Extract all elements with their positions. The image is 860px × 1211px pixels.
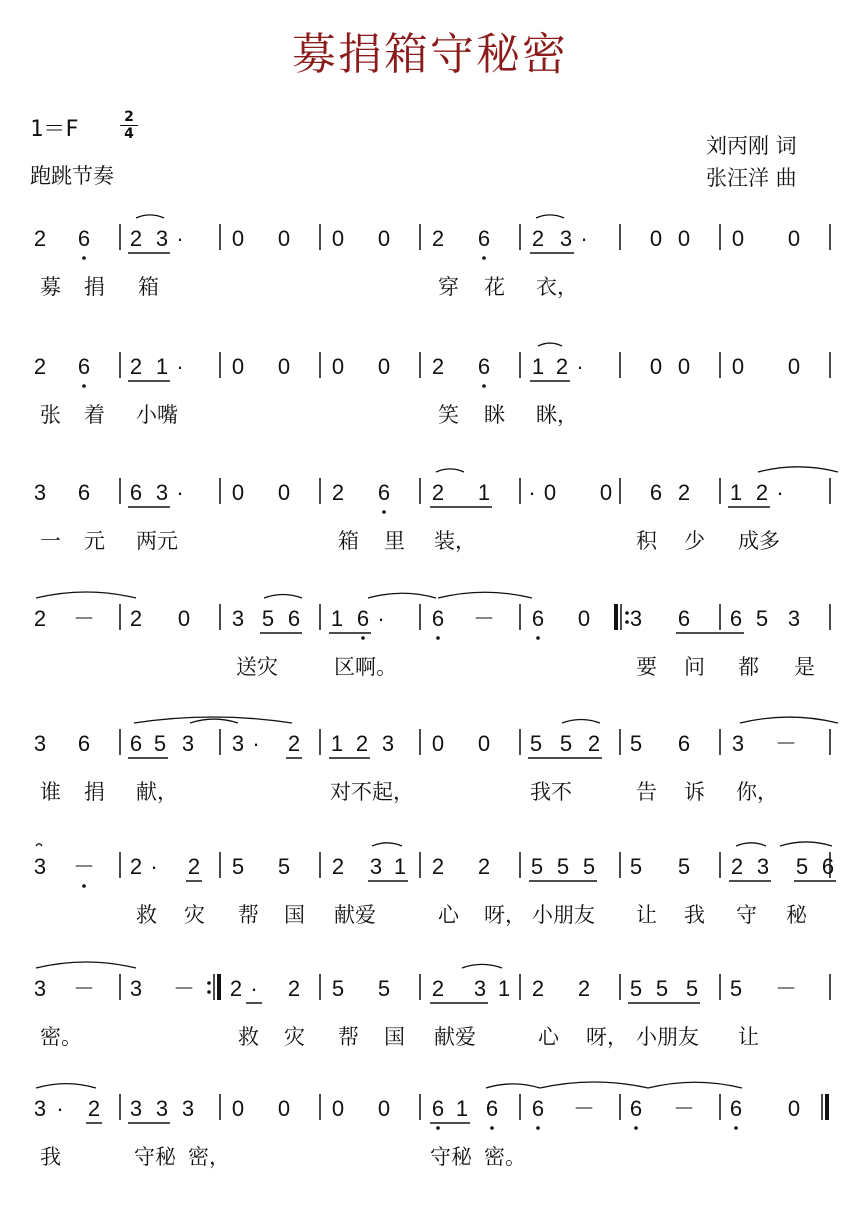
lyric: 募 xyxy=(40,275,61,299)
note: 3 xyxy=(381,731,395,756)
note: 2 xyxy=(129,354,143,379)
note: 3 xyxy=(33,480,47,505)
lyric: 帮 xyxy=(338,1025,359,1049)
note: 2 xyxy=(129,606,143,631)
slur xyxy=(648,1082,742,1088)
lyric: 献爱 xyxy=(434,1025,476,1049)
note: 1 xyxy=(455,1096,469,1121)
note: 2 xyxy=(33,354,47,379)
lyric: 着 xyxy=(84,403,105,427)
note: － xyxy=(774,731,798,756)
octave-dot xyxy=(436,636,440,640)
note: 5 xyxy=(556,854,570,879)
note: 5 xyxy=(559,731,573,756)
lyric: 守 xyxy=(736,903,757,927)
note: 6 xyxy=(531,1096,545,1121)
note: 6 xyxy=(729,606,743,631)
lyric: 救 xyxy=(238,1025,259,1049)
note: 5 xyxy=(629,854,643,879)
lyric: 我 xyxy=(40,1145,61,1169)
note: 6 xyxy=(729,1096,743,1121)
slur xyxy=(540,1082,648,1088)
note: 0 xyxy=(677,226,691,251)
note: 6 xyxy=(677,731,691,756)
note: 6 xyxy=(77,226,91,251)
note: 0 xyxy=(277,1096,291,1121)
slur xyxy=(134,717,292,723)
note: － xyxy=(572,1096,596,1121)
lyric: 救 xyxy=(136,903,157,927)
note: 5 xyxy=(755,606,769,631)
note: 5 xyxy=(729,976,743,1001)
note: 3 xyxy=(181,1096,195,1121)
note: · xyxy=(576,354,584,379)
note: － xyxy=(774,976,798,1001)
note: 2 xyxy=(331,480,345,505)
note: 1 xyxy=(477,480,491,505)
note: 0 xyxy=(787,226,801,251)
lyric: 眯 xyxy=(484,403,505,427)
note: 5 xyxy=(582,854,596,879)
note: 1 xyxy=(330,606,344,631)
lyric: 小嘴 xyxy=(136,403,178,427)
slur xyxy=(486,1084,540,1088)
note: 5 xyxy=(377,976,391,1001)
note: · xyxy=(176,226,184,251)
note: 5 xyxy=(231,854,245,879)
note: 0 xyxy=(331,1096,345,1121)
note: 6 xyxy=(821,854,835,879)
lyricist-credit: 刘丙刚 词 xyxy=(706,134,797,158)
note: 3 xyxy=(559,226,573,251)
note: · xyxy=(176,480,184,505)
note: 2 xyxy=(287,731,301,756)
octave-dot xyxy=(82,884,86,888)
note: － xyxy=(72,854,96,879)
note: · xyxy=(580,226,588,251)
slur xyxy=(462,964,502,968)
lyric: 送灾 xyxy=(236,655,278,679)
note: 0 xyxy=(431,731,445,756)
note: 3 xyxy=(369,854,383,879)
slur xyxy=(36,1084,96,1088)
song-title: 募捐箱守秘密 xyxy=(292,29,568,80)
slur xyxy=(136,215,164,218)
lyric: 箱 xyxy=(138,275,159,299)
note: 6 xyxy=(377,480,391,505)
note: 0 xyxy=(377,354,391,379)
note: 6 xyxy=(477,354,491,379)
note: 6 xyxy=(431,606,445,631)
lyric: 小朋友 xyxy=(532,903,595,927)
lyric: 少 xyxy=(684,529,705,553)
lyric: 两元 xyxy=(136,529,178,553)
note: 2 xyxy=(730,854,744,879)
meter-bottom: 4 xyxy=(124,126,134,142)
octave-dot xyxy=(536,636,540,640)
lyric: 守秘 xyxy=(134,1145,176,1169)
lyric: 密。 xyxy=(484,1145,526,1169)
octave-dot xyxy=(82,256,86,260)
note: 3 xyxy=(629,606,643,631)
note: 2 xyxy=(331,854,345,879)
repeat-dot xyxy=(207,981,211,985)
note: · xyxy=(56,1096,64,1121)
repeat-dot xyxy=(625,611,629,615)
note: 2 xyxy=(431,854,445,879)
lyric: 让 xyxy=(636,903,657,927)
note: 5 xyxy=(795,854,809,879)
note: 3 xyxy=(129,1096,143,1121)
note: 6 xyxy=(356,606,370,631)
lyric: 献， xyxy=(136,780,178,804)
note: 3 xyxy=(33,731,47,756)
note: 3 xyxy=(231,606,245,631)
note: 2 xyxy=(755,480,769,505)
octave-dot xyxy=(382,510,386,514)
slur xyxy=(36,844,42,846)
lyric: 诉 xyxy=(684,780,705,804)
lyric: 是 xyxy=(794,655,815,679)
note: 2 xyxy=(187,854,201,879)
lyric: 里 xyxy=(384,529,405,553)
lyric: 要 xyxy=(636,655,657,679)
meter-top: 2 xyxy=(124,109,134,125)
note: 5 xyxy=(629,731,643,756)
note: 3 xyxy=(155,226,169,251)
note: 5 xyxy=(677,854,691,879)
octave-dot xyxy=(490,1126,494,1130)
lyric: 国 xyxy=(384,1025,405,1049)
lyric: 小朋友 xyxy=(636,1025,699,1049)
lyric: 密， xyxy=(188,1145,230,1169)
lyric: 谁 xyxy=(40,780,61,804)
lyric: 告 xyxy=(636,780,657,804)
note: · xyxy=(377,606,385,631)
note: 6 xyxy=(77,480,91,505)
note: 3 xyxy=(33,976,47,1001)
note: 5 xyxy=(331,976,345,1001)
lyric: 密。 xyxy=(40,1025,82,1049)
slur xyxy=(536,215,564,218)
key-signature: 1＝F xyxy=(30,117,79,142)
note: 0 xyxy=(331,354,345,379)
note: 0 xyxy=(731,226,745,251)
slur xyxy=(190,719,238,723)
lyric: 一 xyxy=(40,529,61,553)
note: 2 xyxy=(587,731,601,756)
lyric: 你， xyxy=(736,780,778,804)
lyric: 呀， xyxy=(484,903,526,927)
note: 5 xyxy=(261,606,275,631)
note: 2 xyxy=(577,976,591,1001)
note: 0 xyxy=(599,480,613,505)
note: 1 xyxy=(497,976,511,1001)
lyric: 眯， xyxy=(536,403,578,427)
slur xyxy=(36,962,136,968)
octave-dot xyxy=(482,384,486,388)
note: 6 xyxy=(431,1096,445,1121)
note: 5 xyxy=(153,731,167,756)
note: 0 xyxy=(231,226,245,251)
note: 0 xyxy=(277,226,291,251)
octave-dot xyxy=(734,1126,738,1130)
note: 6 xyxy=(531,606,545,631)
octave-dot xyxy=(361,636,365,640)
note: 3 xyxy=(33,1096,47,1121)
note: － xyxy=(72,976,96,1001)
note: 1 xyxy=(729,480,743,505)
note: · xyxy=(776,480,784,505)
lyric: 成多 xyxy=(738,529,780,553)
slur xyxy=(368,593,436,598)
slur xyxy=(36,592,136,598)
note: 0 xyxy=(377,226,391,251)
slur xyxy=(758,467,838,472)
tempo-marking: 跑跳节奏 xyxy=(30,164,114,188)
note: 6 xyxy=(77,731,91,756)
note: · xyxy=(528,480,536,505)
lyric: 心 xyxy=(438,903,459,927)
note: 5 xyxy=(529,731,543,756)
slur xyxy=(538,343,562,346)
note: 3 xyxy=(231,731,245,756)
octave-dot xyxy=(634,1126,638,1130)
note: · xyxy=(176,354,184,379)
note: 3 xyxy=(731,731,745,756)
note: 2 xyxy=(677,480,691,505)
note: 0 xyxy=(731,354,745,379)
note: · xyxy=(150,854,158,879)
note: 5 xyxy=(629,976,643,1001)
lyric: 呀， xyxy=(586,1025,628,1049)
note: 3 xyxy=(33,854,47,879)
note: 0 xyxy=(543,480,557,505)
note: 0 xyxy=(577,606,591,631)
note: 2 xyxy=(431,354,445,379)
note: 3 xyxy=(473,976,487,1001)
note: 2 xyxy=(33,226,47,251)
lyric: 秘 xyxy=(786,903,807,927)
note: 6 xyxy=(77,354,91,379)
octave-dot xyxy=(82,384,86,388)
lyric: 灾 xyxy=(284,1025,305,1049)
note: － xyxy=(72,606,96,631)
note: 6 xyxy=(477,226,491,251)
note: 3 xyxy=(155,1096,169,1121)
note: 3 xyxy=(129,976,143,1001)
slur xyxy=(736,843,766,846)
slur xyxy=(436,469,464,472)
lyric: 衣， xyxy=(536,275,578,299)
note: 2 xyxy=(33,606,47,631)
note: 0 xyxy=(177,606,191,631)
lyric: 守秘 xyxy=(430,1145,472,1169)
note: 0 xyxy=(331,226,345,251)
lyric: 国 xyxy=(284,903,305,927)
note: 1 xyxy=(330,731,344,756)
slur xyxy=(264,594,302,598)
note: 5 xyxy=(530,854,544,879)
note: 0 xyxy=(787,1096,801,1121)
note: 2 xyxy=(129,854,143,879)
lyric: 灾 xyxy=(184,903,205,927)
note: 2 xyxy=(129,226,143,251)
lyric: 对不起， xyxy=(330,780,414,804)
note: 0 xyxy=(477,731,491,756)
note: 2 xyxy=(477,854,491,879)
note: 1 xyxy=(393,854,407,879)
lyric: 献爱 xyxy=(334,903,376,927)
note: 6 xyxy=(485,1096,499,1121)
note: 6 xyxy=(649,480,663,505)
lyric: 区啊。 xyxy=(334,655,397,679)
note: 5 xyxy=(277,854,291,879)
note: － xyxy=(172,976,196,1001)
lyric: 都 xyxy=(738,655,759,679)
octave-dot xyxy=(436,1126,440,1130)
lyric: 花 xyxy=(484,275,505,299)
note: 2 xyxy=(531,976,545,1001)
lyric: 问 xyxy=(684,655,705,679)
note: · xyxy=(250,976,258,1001)
slur xyxy=(780,842,832,846)
lyric: 张 xyxy=(40,403,61,427)
note: 2 xyxy=(531,226,545,251)
slur xyxy=(562,719,600,723)
note: 5 xyxy=(655,976,669,1001)
note: 1 xyxy=(155,354,169,379)
note: 2 xyxy=(431,480,445,505)
note: 0 xyxy=(277,354,291,379)
note: 0 xyxy=(787,354,801,379)
lyric: 箱 xyxy=(338,529,359,553)
lyric: 元 xyxy=(84,529,105,553)
slur xyxy=(438,592,532,598)
note: － xyxy=(672,1096,696,1121)
note: 3 xyxy=(181,731,195,756)
note: 5 xyxy=(685,976,699,1001)
note: · xyxy=(252,731,260,756)
note: 6 xyxy=(629,1096,643,1121)
note: 6 xyxy=(129,731,143,756)
note: 0 xyxy=(677,354,691,379)
composer-credit: 张汪洋 曲 xyxy=(706,166,797,190)
lyric: 让 xyxy=(738,1025,759,1049)
octave-dot xyxy=(482,256,486,260)
note: 6 xyxy=(677,606,691,631)
lyric: 装， xyxy=(434,529,476,553)
note: － xyxy=(472,606,496,631)
note: 2 xyxy=(431,226,445,251)
octave-dot xyxy=(536,1126,540,1130)
note: 2 xyxy=(555,354,569,379)
note: 3 xyxy=(787,606,801,631)
note: 0 xyxy=(231,480,245,505)
note: 6 xyxy=(129,480,143,505)
note: 2 xyxy=(431,976,445,1001)
lyric: 捐 xyxy=(84,275,105,299)
lyric: 积 xyxy=(636,529,657,553)
note: 0 xyxy=(377,1096,391,1121)
note: 2 xyxy=(355,731,369,756)
note: 6 xyxy=(287,606,301,631)
note: 2 xyxy=(87,1096,101,1121)
note: 3 xyxy=(756,854,770,879)
note: 3 xyxy=(155,480,169,505)
repeat-dot xyxy=(207,990,211,994)
lyric: 我不 xyxy=(530,780,572,804)
note: 0 xyxy=(649,226,663,251)
note: 0 xyxy=(231,354,245,379)
note: 0 xyxy=(231,1096,245,1121)
slur xyxy=(372,843,402,846)
lyric: 穿 xyxy=(438,275,459,299)
lyric: 捐 xyxy=(84,780,105,804)
note: 0 xyxy=(277,480,291,505)
note: 2 xyxy=(229,976,243,1001)
lyric: 我 xyxy=(684,903,705,927)
note: 0 xyxy=(649,354,663,379)
note: 2 xyxy=(287,976,301,1001)
lyric: 帮 xyxy=(238,903,259,927)
lyric: 心 xyxy=(538,1025,559,1049)
lyric: 笑 xyxy=(438,403,459,427)
note: 1 xyxy=(531,354,545,379)
slur xyxy=(740,717,838,723)
repeat-dot xyxy=(625,620,629,624)
